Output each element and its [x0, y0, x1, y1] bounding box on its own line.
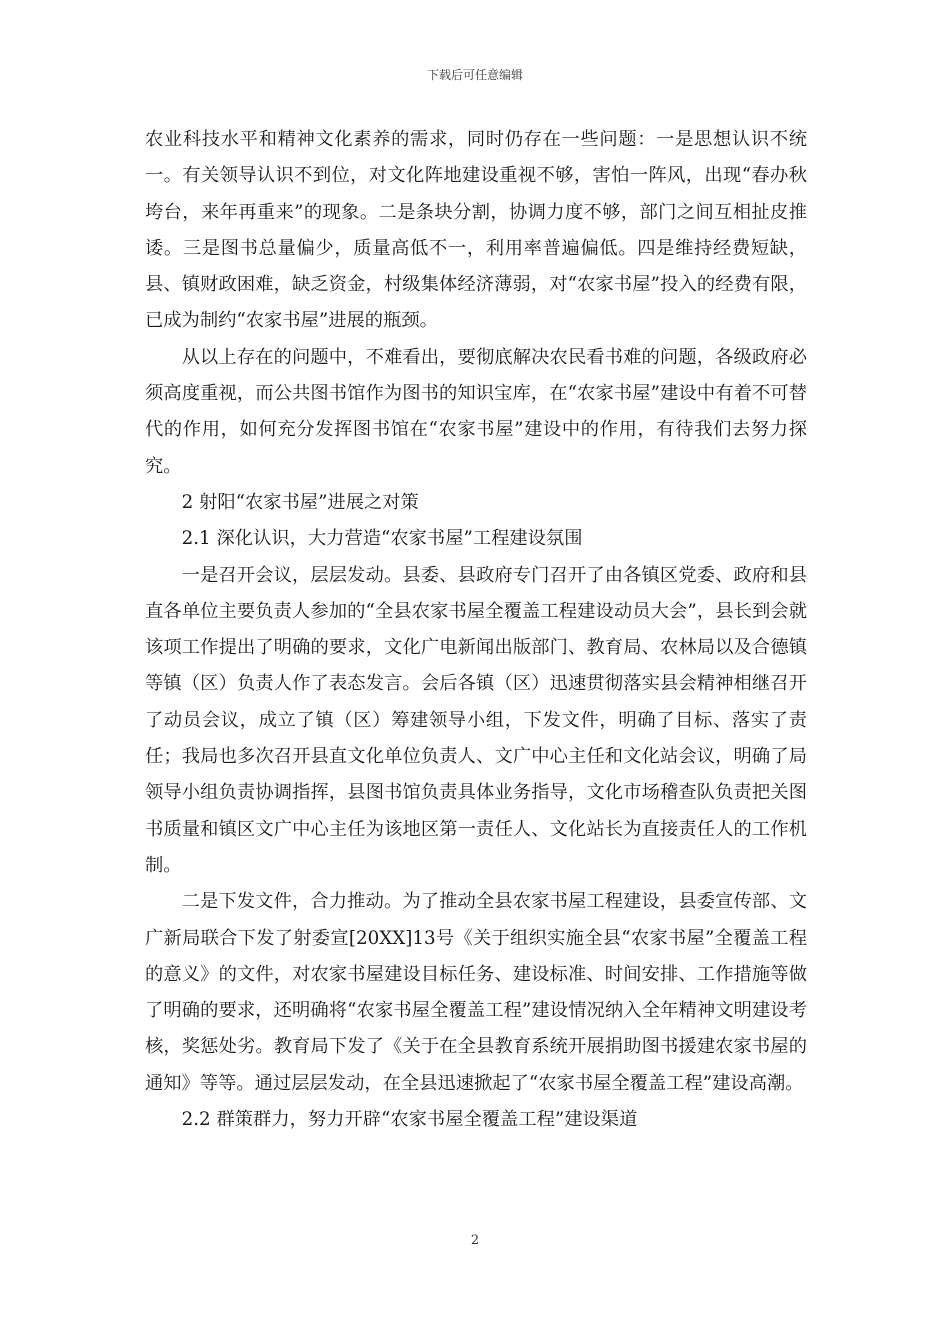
subsection-heading: 2.1 深化认识，大力营造“农家书屋”工程建设氛围: [181, 528, 583, 550]
subsection-heading: 2.2 群策群力，努力开辟“农家书屋全覆盖工程”建设渠道: [181, 1109, 638, 1131]
paragraph-continuation: 农业科技水平和精神文化素养的需求，同时仍存在一些问题：一是思想认识不统一。有关领导认识不到位，对文化阵地建设重视不够，害怕一阵风，出现“春办秋垮台，来年再重来”的现象。二是条块分割，协调力度不够，部门之间互相扯皮推诿。三是图书总量偏少，质量高低不一，利用率普遍偏低。四是维持经费短缺，县、镇财政困难，缺乏资金，村级集体经济薄弱，对“农家书屋”投入的经费有限，已成为制约“农家书屋”进展的瓶颈。: [145, 129, 807, 332]
paragraph: 二是下发文件，合力推动。为了推动全县农家书屋工程建设，县委宣传部、文广新局联合下发了射委宣[20XX]13号《关于组织实施全县“农家书屋”全覆盖工程的意义》的文件，对农家书屋建设目标任务、建设标准、时间安排、工作措施等做了明确的要求，还明确将“农家书屋全覆盖工程”建设情况纳入全年精神文明建设考核，奖惩处劣。教育局下发了《关于在全县教育系统开展捐助图书援建农家书屋的通知》等等。通过层层发动，在全县迅速掀起了“农家书屋全覆盖工程”建设高潮。: [145, 891, 807, 1094]
page-number: 2: [470, 1233, 480, 1248]
page-header: 下载后可任意编辑: [426, 68, 523, 82]
paragraph: 从以上存在的问题中，不难看出，要彻底解决农民看书难的问题，各级政府必须高度重视，而公共图书馆作为图书的知识宝库，在“农家书屋”建设中有着不可替代的作用，如何充分发挥图书馆在“农家书屋”建设中的作用，有待我们去努力探究。: [145, 346, 807, 477]
section-heading: 2 射阳“农家书屋”进展之对策: [181, 491, 419, 513]
paragraph: 一是召开会议，层层发动。县委、县政府专门召开了由各镇区党委、政府和县直各单位主要负责人参加的“全县农家书屋全覆盖工程建设动员大会”，县长到会就该项工作提出了明确的要求，文化广电新闻出版部门、教育局、农林局以及合德镇等镇（区）负责人作了表态发言。会后各镇（区）迅速贯彻落实县会精神相继召开了动员会议，成立了镇（区）筹建领导小组，下发文件，明确了目标、落实了责任；我局也多次召开县直文化单位负责人、文广中心主任和文化站会议，明确了局领导小组负责协调指挥，县图书馆负责具体业务指导，文化市场稽查队负责把关图书质量和镇区文广中心主任为该地区第一责任人、文化站长为直接责任人的工作机制。: [145, 564, 807, 876]
document-body: [145, 122, 807, 1138]
